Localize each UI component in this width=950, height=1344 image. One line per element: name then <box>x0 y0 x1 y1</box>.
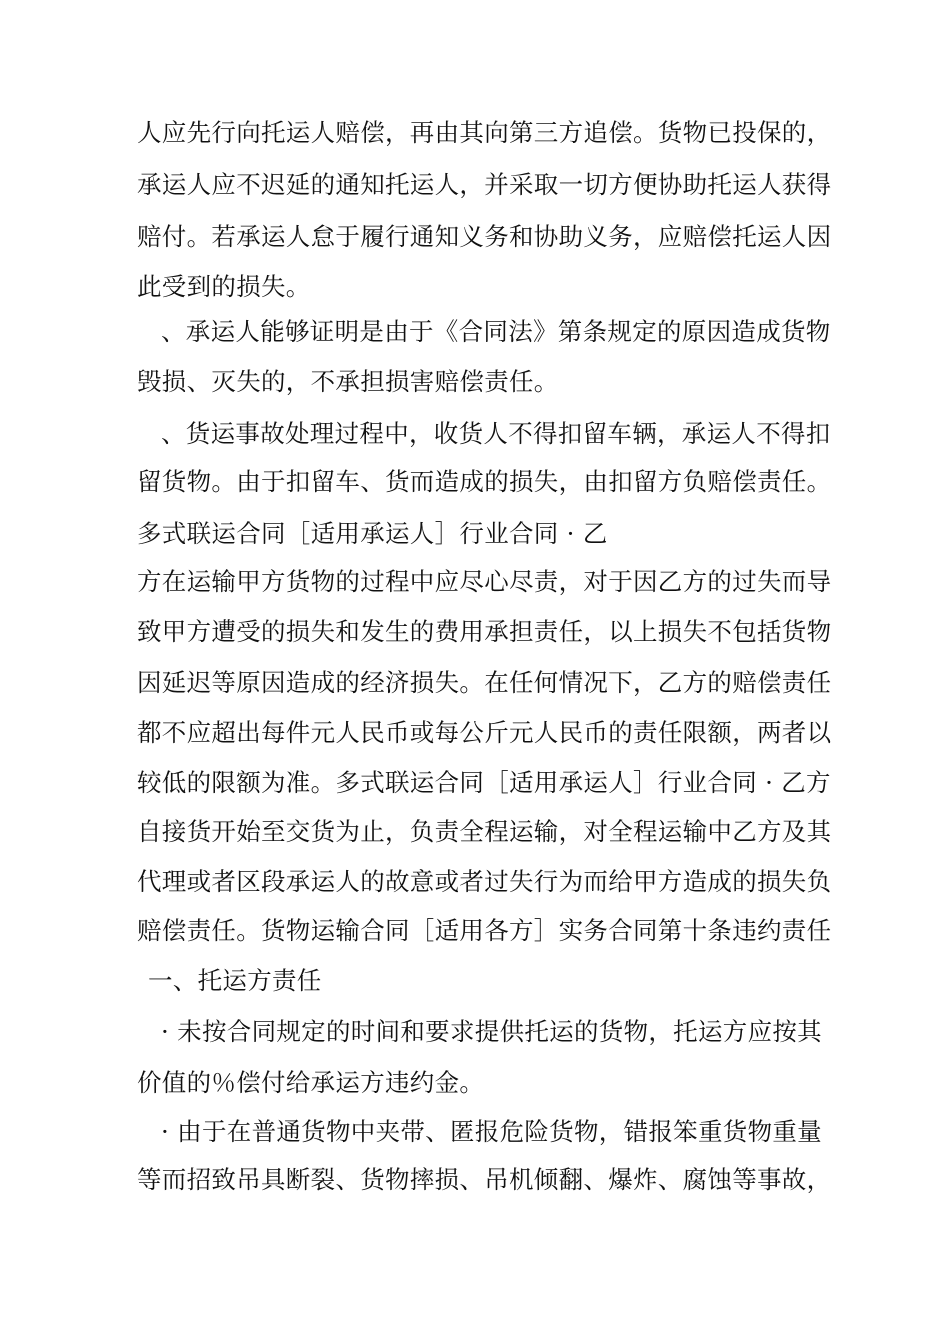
text-line-3: 赔付。若承运人怠于履行通知义务和协助义务，应赔偿托运人因 <box>137 222 832 251</box>
text-line-15: 自接货开始至交货为止，负责全程运输，对全程运输中乙方及其 <box>137 817 832 846</box>
section-heading-multimodal: 多式联运合同［适用承运人］行业合同 · 乙 <box>137 519 608 548</box>
text-line-5: 、承运人能够证明是由于《合同法》第条规定的原因造成货物 <box>161 317 831 346</box>
text-line-21: · 由于在普通货物中夹带、匿报危险货物，错报笨重货物重量 <box>161 1117 822 1146</box>
text-line-19: · 未按合同规定的时间和要求提供托运的货物，托运方应按其 <box>161 1017 822 1046</box>
text-line-13: 都不应超出每件元人民币或每公斤元人民币的责任限额，两者以 <box>137 718 832 747</box>
text-line-1: 人应先行向托运人赔偿，再由其向第三方追偿。货物已投保的， <box>137 118 832 147</box>
text-line-22: 等而招致吊具断裂、货物摔损、吊机倾翻、爆炸、腐蚀等事故， <box>137 1165 832 1194</box>
text-line-16: 代理或者区段承运人的故意或者过失行为而给甲方造成的损失负 <box>137 867 832 896</box>
text-line-12: 因延迟等原因造成的经济损失。在任何情况下，乙方的赔偿责任 <box>137 668 832 697</box>
text-line-14: 较低的限额为准。多式联运合同［适用承运人］行业合同 · 乙方 <box>137 768 831 797</box>
text-line-11: 致甲方遭受的损失和发生的费用承担责任，以上损失不包括货物 <box>137 617 832 646</box>
text-line-8: 留货物。由于扣留车、货而造成的损失，由扣留方负赔偿责任。 <box>137 467 832 496</box>
text-line-7: 、货运事故处理过程中，收货人不得扣留车辆，承运人不得扣 <box>161 419 831 448</box>
text-line-10: 方在运输甲方货物的过程中应尽心尽责，对于因乙方的过失而导 <box>137 567 832 596</box>
text-line-4: 此受到的损失。 <box>137 272 311 301</box>
text-line-6: 毁损、灭失的，不承担损害赔偿责任。 <box>137 367 559 396</box>
text-line-2: 承运人应不迟延的通知托运人，并采取一切方便协助托运人获得 <box>137 170 832 199</box>
section-heading-shipper-liability: 一、托运方责任 <box>148 966 322 995</box>
text-line-17: 赔偿责任。货物运输合同［适用各方］实务合同第十条违约责任 <box>137 916 832 945</box>
text-line-20: 价值的％偿付给承运方违约金。 <box>137 1068 485 1097</box>
